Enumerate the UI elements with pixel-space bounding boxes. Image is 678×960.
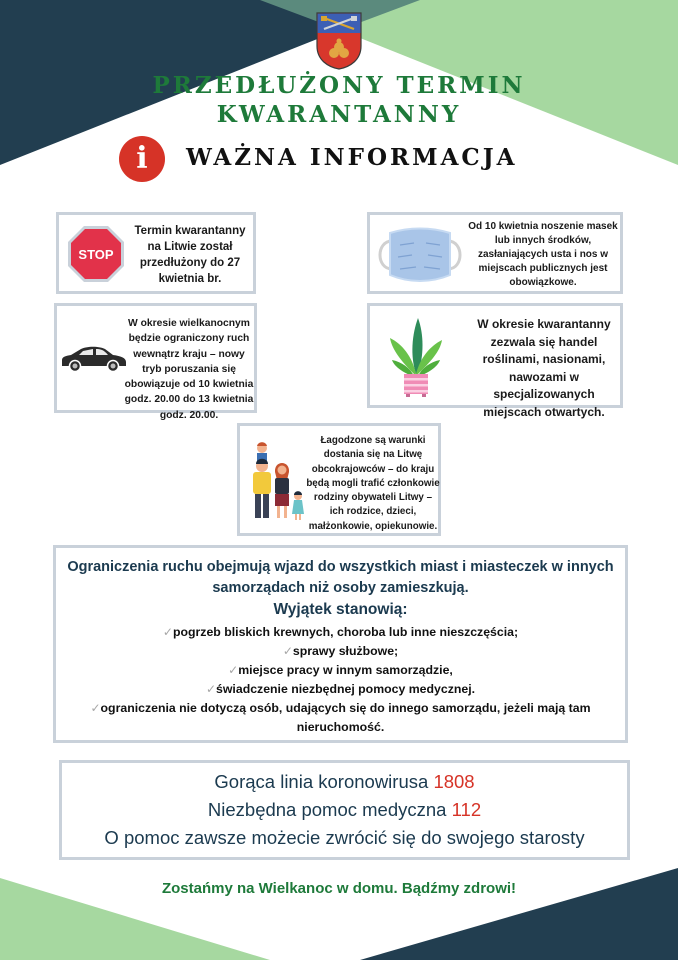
exception-item: ✓pogrzeb bliskich krewnych, choroba lub inne nieszczęścia; (162, 625, 519, 639)
hotline-coronavirus: Gorąca linia koronowirusa 1808 (214, 771, 475, 792)
check-icon: ✓ (205, 682, 217, 696)
check-icon: ✓ (90, 701, 101, 715)
hotline-panel (59, 760, 630, 860)
exception-item: ✓ograniczenia nie dotyczą osób, udających się do innego samorządu, jeżeli mają tam nieruchomość. (90, 701, 591, 734)
info-icon: i (119, 136, 165, 182)
card-text: Termin kwarantanny na Litwie został przedłużony do 27 kwietnia br. (134, 225, 246, 285)
car-icon (59, 344, 129, 374)
coat-of-arms-keys-icon (316, 12, 362, 70)
card-masks-mandatory (367, 212, 623, 294)
hotline-number: 1808 (433, 771, 475, 792)
card-text: W okresie kwarantanny zezwala się handel roślinami, nasionami, nawozami w specjalizowanych miejscach otwartych. (477, 317, 611, 419)
hotline-starosta: O pomoc zawsze możecie zwrócić się do swojego starosty (104, 827, 585, 848)
exception-item: ✓świadczenie niezbędnej pomocy medycznej. (205, 682, 476, 696)
card-text: Łagodzone są warunki dostania się na Litwę obcokrajowców – do kraju będą mogli trafić członkowie rodziny obywateli Litwy – ich rodzice, dzieci, małżonkowie, opiekunowie. (306, 435, 440, 532)
card-quarantine-extended (56, 212, 256, 294)
movement-restrictions-panel (53, 545, 628, 743)
hotline-medical: Niezbędna pomoc medyczna 112 (207, 799, 482, 820)
check-icon: ✓ (228, 663, 239, 677)
exceptions-heading: Wyjątek stanowią: (273, 601, 408, 618)
page-title-line2: KWARANTANNY (216, 101, 462, 128)
footer-slogan: Zostańmy na Wielkanoc w domu. Bądźmy zdrowi! (161, 880, 517, 897)
restrictions-heading: Ograniczenia ruchu obejmują wjazd do wszystkich miast i miasteczek w innych samorządach niż osoby zamieszkują. (67, 559, 614, 596)
check-icon: ✓ (162, 625, 173, 639)
potted-plant-icon (388, 316, 444, 398)
important-info-heading: WAŻNA INFORMACJA (186, 144, 518, 171)
card-entry-conditions-eased (237, 423, 441, 536)
stop-sign-icon (67, 225, 125, 283)
card-plant-trade-allowed (367, 303, 623, 419)
exceptions-list (56, 623, 625, 737)
exception-item: ✓miejsce pracy w innym samorządzie, (228, 663, 453, 677)
card-easter-movement-restrictions (54, 303, 257, 421)
card-text: W okresie wielkanocnym będzie ograniczony ruch wewnątrz kraju – nowy tryb poruszania się obowiązuje od 10 kwietnia godz. 20.00 do 13 kwietnia godz. 20.00. (124, 318, 254, 421)
stop-sign-text: STOP (78, 247, 114, 262)
page-title-line1: PRZEDŁUŻONY TERMIN (152, 72, 526, 99)
check-icon: ✓ (282, 644, 293, 658)
exception-item: ✓sprawy służbowe; (282, 644, 399, 658)
emergency-number: 112 (451, 799, 482, 820)
family-icon (246, 440, 310, 526)
card-text: Od 10 kwietnia noszenie masek lub innych środków, zasłaniających usta i nos w miejscach publicznych jest obowiązkowe. (468, 221, 618, 288)
face-mask-icon (374, 223, 466, 285)
